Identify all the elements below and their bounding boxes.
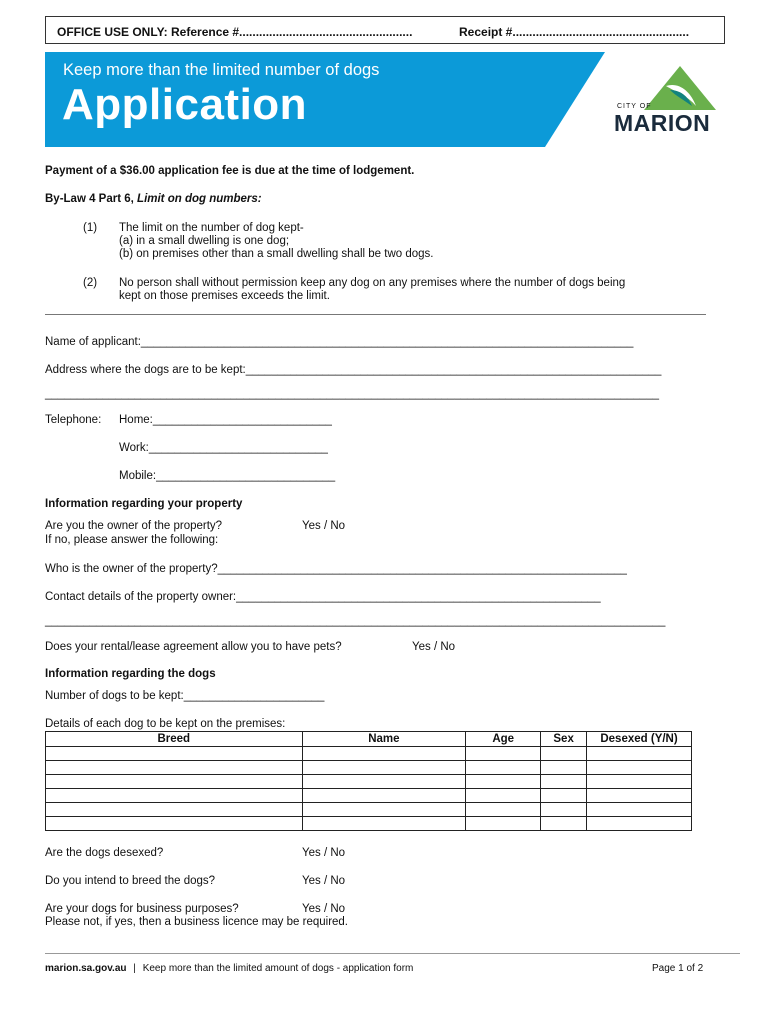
- owner-contact-field[interactable]: Contact details of the property owner:_________________________________________________________: [45, 591, 601, 603]
- table-header-row: [46, 732, 692, 747]
- table-cell[interactable]: [541, 789, 587, 803]
- property-heading: Information regarding your property: [45, 498, 243, 510]
- table-cell[interactable]: [587, 817, 692, 831]
- column-header-name: Name: [302, 732, 466, 747]
- table-row: [46, 803, 692, 817]
- table-cell[interactable]: [541, 803, 587, 817]
- table-row: [46, 775, 692, 789]
- applicant-name-field[interactable]: Name of applicant:_____________________________________________________________________________: [45, 336, 634, 348]
- owner-answer[interactable]: Yes / No: [302, 520, 346, 532]
- office-use-box: [45, 16, 725, 44]
- breed-answer[interactable]: Yes / No: [302, 875, 346, 887]
- rule-1-line: The limit on the number of dog kept-: [119, 222, 304, 234]
- business-answer[interactable]: Yes / No: [302, 903, 346, 915]
- footer-site: marion.sa.gov.au: [45, 963, 127, 974]
- bylaw-prefix: By-Law 4 Part 6,: [45, 193, 138, 205]
- table-cell[interactable]: [302, 803, 466, 817]
- logo-marion: MARION: [614, 110, 711, 136]
- property-owner-field[interactable]: Who is the owner of the property?________________________________________________________________: [45, 563, 627, 575]
- dog-details-label: Details of each dog to be kept on the premises:: [45, 718, 286, 730]
- dogs-heading: Information regarding the dogs: [45, 668, 216, 680]
- office-reference: OFFICE USE ONLY: Reference #....................................................: [57, 25, 413, 39]
- column-header-breed: Breed: [46, 732, 303, 747]
- lease-question: Does your rental/lease agreement allow you to have pets?: [45, 641, 342, 653]
- footer-text: [45, 963, 413, 974]
- table-cell[interactable]: [46, 761, 303, 775]
- table-row: [46, 789, 692, 803]
- phone-mobile-field[interactable]: Mobile:____________________________: [119, 470, 336, 482]
- table-cell[interactable]: [466, 747, 541, 761]
- lease-answer[interactable]: Yes / No: [412, 641, 456, 653]
- licence-note: Please not, if yes, then a business licence may be required.: [45, 916, 349, 928]
- bylaw-title: Limit on dog numbers:: [137, 193, 262, 205]
- column-header-age: Age: [466, 732, 541, 747]
- column-header-desexed: Desexed (Y/N): [587, 732, 692, 747]
- banner-subtitle: Keep more than the limited number of dogs: [63, 61, 380, 79]
- table-cell[interactable]: [587, 803, 692, 817]
- telephone-label: Telephone:: [45, 414, 102, 426]
- table-row: [46, 747, 692, 761]
- section-divider: [45, 314, 706, 315]
- phone-work-field[interactable]: Work:____________________________: [119, 442, 328, 454]
- table-cell[interactable]: [46, 817, 303, 831]
- rule-2-line: No person shall without permission keep any dog on any premises where the number of dogs being: [119, 277, 626, 289]
- table-cell[interactable]: [466, 803, 541, 817]
- office-receipt: Receipt #.....................................................: [459, 25, 690, 39]
- rule-1-line: (a) in a small dwelling is one dog;: [119, 235, 290, 247]
- address-field[interactable]: Address where the dogs are to be kept:_________________________________________________________________: [45, 364, 662, 376]
- table-cell[interactable]: [541, 817, 587, 831]
- rule-1-line: (b) on premises other than a small dwelling shall be two dogs.: [119, 248, 434, 260]
- title-banner: [45, 52, 605, 147]
- table-cell[interactable]: [302, 817, 466, 831]
- banner-title: Application: [62, 80, 308, 129]
- table-cell[interactable]: [46, 775, 303, 789]
- logo-city-of: CITY OF: [617, 103, 652, 110]
- business-question: Are your dogs for business purposes?: [45, 903, 239, 915]
- phone-home-field[interactable]: Home:____________________________: [119, 414, 332, 426]
- table-cell[interactable]: [587, 747, 692, 761]
- owner-contact-field-line2[interactable]: _________________________________________________________________________________________________: [45, 615, 666, 627]
- dog-details-table: [45, 731, 692, 831]
- owner-question: Are you the owner of the property?: [45, 520, 223, 532]
- table-cell[interactable]: [302, 775, 466, 789]
- table-row: [46, 817, 692, 831]
- table-cell[interactable]: [587, 775, 692, 789]
- table-cell[interactable]: [466, 761, 541, 775]
- bylaw-heading: [45, 193, 262, 205]
- table-cell[interactable]: [587, 789, 692, 803]
- address-field-line2[interactable]: ________________________________________________________________________________________________: [45, 388, 659, 400]
- table-cell[interactable]: [466, 775, 541, 789]
- rule-2-line: kept on those premises exceeds the limit.: [119, 290, 330, 302]
- table-cell[interactable]: [541, 775, 587, 789]
- table-cell[interactable]: [466, 817, 541, 831]
- page-number: Page 1 of 2: [652, 963, 704, 974]
- table-cell[interactable]: [302, 789, 466, 803]
- city-logo-icon: [644, 66, 716, 110]
- table-cell[interactable]: [302, 747, 466, 761]
- desexed-answer[interactable]: Yes / No: [302, 847, 346, 859]
- table-cell[interactable]: [46, 789, 303, 803]
- table-cell[interactable]: [587, 761, 692, 775]
- table-cell[interactable]: [541, 747, 587, 761]
- table-row: [46, 761, 692, 775]
- table-cell[interactable]: [541, 761, 587, 775]
- footer-separator: |: [133, 963, 136, 974]
- table-cell[interactable]: [302, 761, 466, 775]
- column-header-sex: Sex: [541, 732, 587, 747]
- dog-count-field[interactable]: Number of dogs to be kept:______________________: [45, 690, 325, 702]
- table-cell[interactable]: [46, 747, 303, 761]
- if-no-note: If no, please answer the following:: [45, 534, 219, 546]
- desexed-question: Are the dogs desexed?: [45, 847, 164, 859]
- rule-1-number: (1): [83, 222, 98, 234]
- footer-doc-title: Keep more than the limited amount of dogs - application form: [142, 963, 414, 974]
- fee-notice: Payment of a $36.00 application fee is due at the time of lodgement.: [45, 165, 415, 177]
- rule-2-number: (2): [83, 277, 98, 289]
- breed-question: Do you intend to breed the dogs?: [45, 875, 216, 887]
- footer-divider: [45, 953, 740, 954]
- table-cell[interactable]: [46, 803, 303, 817]
- table-cell[interactable]: [466, 789, 541, 803]
